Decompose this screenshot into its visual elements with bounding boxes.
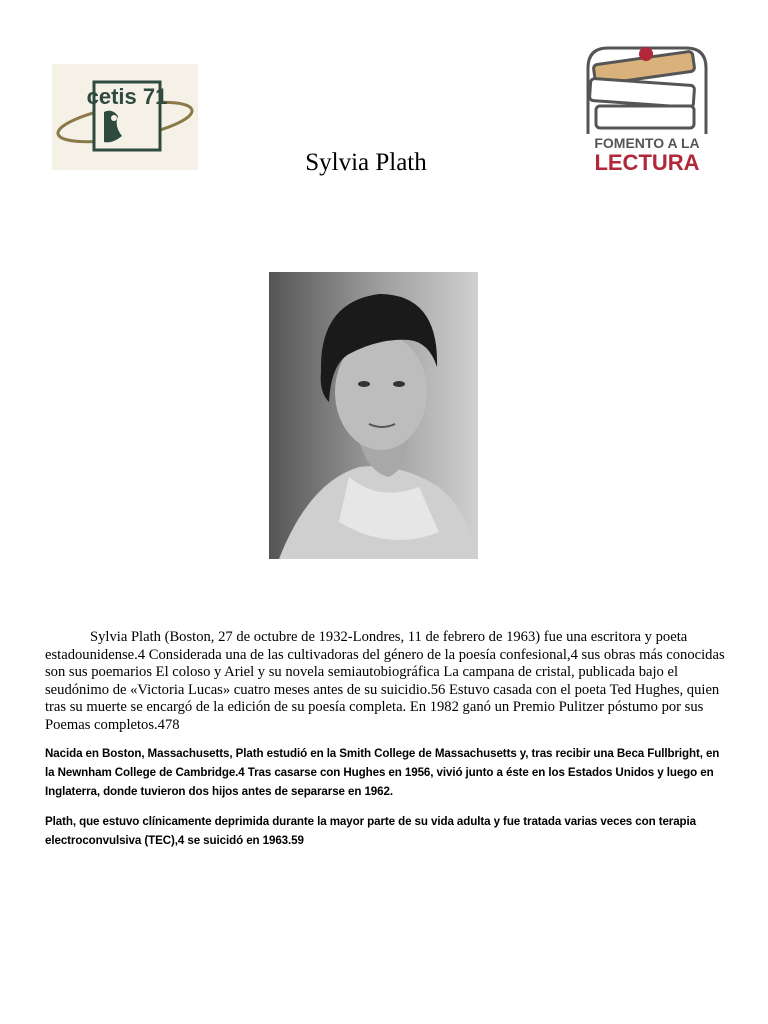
fomento-logo-line1: FOMENTO A LA: [594, 135, 700, 151]
paragraph-early-life: Nacida en Boston, Massachusetts, Plath estudió en la Smith College de Massachusetts y, tras recibir una Beca Fullbright, en la Newnham College de Cambridge.4 Tras casarse con Hughes en 1956, vivió junto a éste en los Estados Unidos y luego en Inglaterra, donde tuvieron dos hijos antes de separarse en 1962.: [45, 746, 720, 798]
portrait-photo: [269, 272, 478, 559]
portrait-image: [269, 272, 478, 559]
fomento-logo-line2: LECTURA: [594, 150, 700, 175]
article-body: [45, 629, 725, 850]
paragraph-death: Plath, que estuvo clínicamente deprimida durante la mayor parte de su vida adulta y fue tratada varias veces con terapia electroconvulsiva (TEC),4 se suicidó en 1963.59: [45, 814, 697, 847]
cetis-logo-text: cetis 71: [86, 84, 168, 109]
paragraph-intro: Sylvia Plath (Boston, 27 de octubre de 1932-Londres, 11 de febrero de 1963) fue una escritora y poeta estadounidense.4 Considerada una de las cultivadoras del género de la poesía confesional,4 sus obras más conocidas son sus poemarios El coloso y Ariel y su novela semiautobiográfica La campana de cristal, publicada bajo el seudónimo de «Victoria Lucas» cuatro meses antes de su suicidio.56 Estuvo casada con el poeta Ted Hughes, quien tras su muerte se encargó de la edición de su poesía completa. En 1982 ganó un Premio Pulitzer póstumo por sus Poemas completos.478: [45, 629, 725, 733]
page-title: Sylvia Plath: [305, 149, 427, 176]
